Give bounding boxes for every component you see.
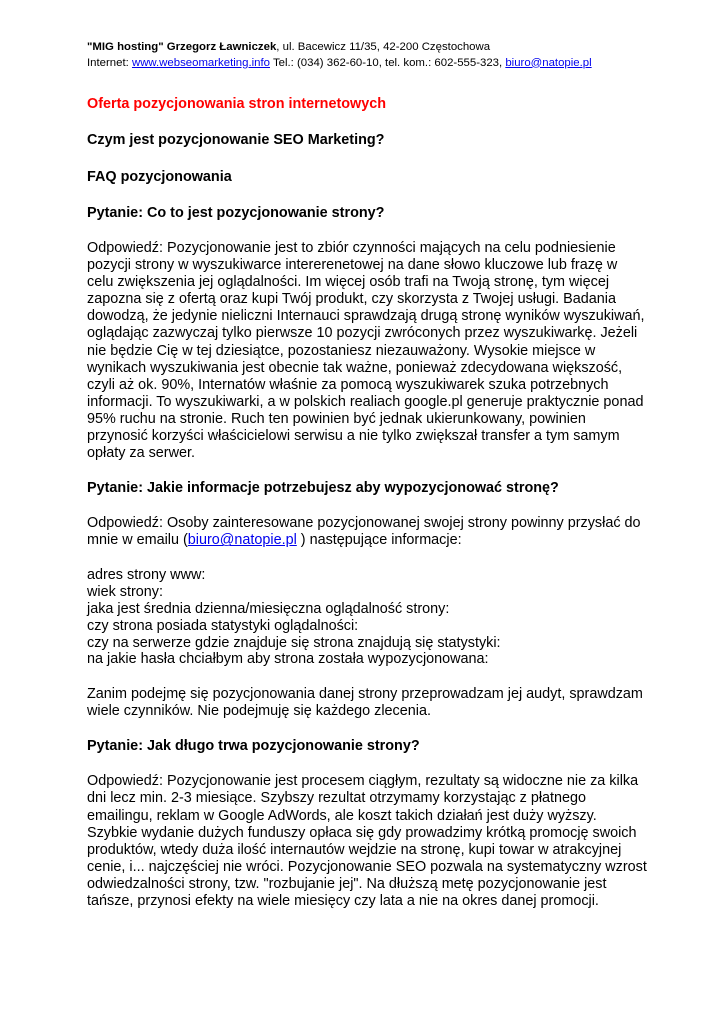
- offer-title: Oferta pozycjonowania stron internetowych: [87, 96, 387, 112]
- phone-numbers: Tel.: (034) 362-60-10, tel. kom.: 602-555-323,: [270, 56, 506, 69]
- letterhead-line-1: [87, 40, 647, 56]
- answer-2: [87, 515, 647, 549]
- question-2: Pytanie: Jakie informacje potrzebujesz aby wypozycjonować stronę?: [87, 480, 559, 497]
- info-list-item: czy strona posiada statystyki oglądalności:: [87, 617, 359, 634]
- answer-2-email-link[interactable]: biuro@natopie.pl: [187, 532, 297, 549]
- internet-label: Internet:: [87, 56, 132, 69]
- letterhead-line-2: [87, 56, 647, 72]
- heading-seo: Czym jest pozycjonowanie SEO Marketing?: [87, 132, 385, 148]
- info-list-item: adres strony www:: [87, 567, 206, 584]
- audit-note: Zanim podejmę się pozycjonowania danej strony przeprowadzam jej audyt, sprawdzam wiele czynników. Nie podejmuję się każdego zlecenia.: [87, 686, 643, 720]
- info-list-item: jaka jest średnia dzienna/miesięczna oglądalność strony:: [87, 601, 450, 617]
- letterhead: [87, 40, 647, 71]
- question-3: Pytanie: Jak długo trwa pozycjonowanie strony?: [87, 738, 420, 755]
- company-address: , ul. Bacewicz 11/35, 42-200 Częstochowa: [276, 41, 491, 53]
- answer-2-outro: ) następujące informacje:: [296, 532, 462, 549]
- question-1: Pytanie: Co to jest pozycjonowanie strony?: [87, 205, 385, 221]
- answer-2-intro: Odpowiedź: Osoby zainteresowane pozycjonowanej swojej strony powinny przysłać do mnie w emailu (: [87, 515, 641, 549]
- company-name: "MIG hosting" Grzegorz Ławniczek: [87, 41, 277, 53]
- info-list-item: na jakie hasła chciałbym aby strona została wypozycjonowana:: [87, 651, 489, 668]
- answer-3: Odpowiedź: Pozycjonowanie jest procesem ciągłym, rezultaty są widoczne nie za kilka dni lecz min. 2-3 miesiące. Szybszy rezultat otrzymamy korzystając z płatnego emailingu, reklam w Google AdWords, ale koszt takich działań jest duży wyższy. Szybkie wydanie dużych funduszy opłaca się gdy prowadzimy krótką promocję swoich produktów, wtedy duża ilość internautów wejdzie na stronę, kupi towar w atrakcyjnej cenie, i... najczęściej nie wróci. Pozycjonowanie SEO pozwala na systematyczny wzrost odwiedzalności strony, tzw. "rozbujanie jej". Na dłuższą metę pozycjonowanie jest tańsze, przynosi efekty na wiele miesięcy czy lata a nie na okres danej promocji.: [87, 773, 647, 910]
- info-list: [87, 567, 647, 668]
- heading-faq: FAQ pozycjonowania: [87, 169, 232, 185]
- website-link[interactable]: www.webseomarketing.info: [131, 56, 270, 69]
- info-list-item: wiek strony:: [87, 584, 163, 601]
- email-link[interactable]: biuro@natopie.pl: [505, 56, 592, 69]
- info-list-item: czy na serwerze gdzie znajduje się strona znajdują się statystyki:: [87, 634, 501, 651]
- answer-1: Odpowiedź: Pozycjonowanie jest to zbiór czynności mających na celu podniesienie pozycji strony w wyszukiwarce intererenetowej na dane słowo kluczowe lub frazę w celu zwiększenia jej oglądalności. Im więcej osób trafi na Twoją stronę, tym więcej zapozna się z ofertą oraz kupi Twój produkt, czy skorzysta z Twojej usługi. Badania dowodzą, że jedynie nieliczni Internauci sprawdzają drugą stronę wyników wyszukiwań, oglądając zazwyczaj tylko pierwsze 10 pozycji zwróconych przez wyszukiwarkę. Jeżeli nie będzie Cię w tej dziesiątce, pozostaniesz niezauważony. Wysokie miejsce w wynikach wyszukiwania jest obecnie tak ważne, ponieważ zdecydowana większość, czyli aż ok. 90%, Internatów właśnie za pomocą wyszukiwarek szuka potrzebnych informacji. To wyszukiwarki, a w polskich realiach google.pl generuje praktycznie ponad 95% ruchu na stronie. Ruch ten powinien być jednak ukierunkowany, powinien przynosić korzyści właścicielowi serwisu a nie tylko zwiększał transfer a tym samym opłaty za serwer.: [87, 240, 645, 462]
- document-page: [87, 40, 647, 910]
